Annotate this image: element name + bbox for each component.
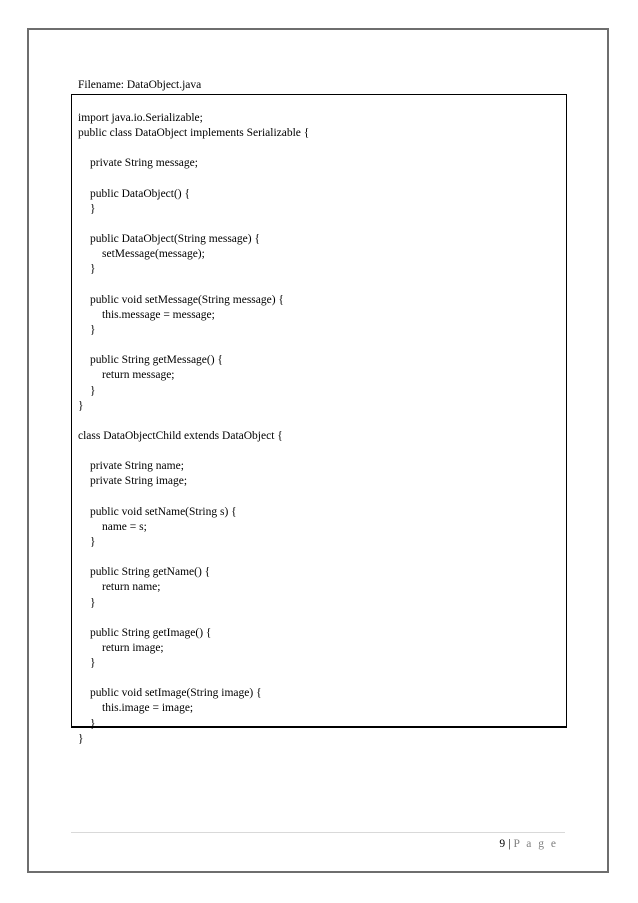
code-line xyxy=(78,444,309,459)
code-line: class DataObjectChild extends DataObject { xyxy=(78,429,283,442)
code-line: public void setName(String s) { xyxy=(90,505,237,518)
code-line: public String getMessage() { xyxy=(90,354,223,367)
code-line xyxy=(78,490,309,505)
code-line: private String message; xyxy=(90,157,198,170)
code-line xyxy=(78,141,309,156)
code-line: return image; xyxy=(102,641,164,654)
code-line: } xyxy=(78,399,84,412)
code-line xyxy=(78,217,309,232)
code-line: } xyxy=(90,717,96,730)
code-line: public DataObject() { xyxy=(90,187,191,200)
code-line xyxy=(78,278,309,293)
code-line xyxy=(78,611,309,626)
code-line xyxy=(78,338,309,353)
page-word: P a g e xyxy=(513,838,558,850)
code-line: } xyxy=(90,323,96,336)
code-line: public String getName() { xyxy=(90,566,211,579)
code-line: public String getImage() { xyxy=(90,626,212,639)
code-line: public void setMessage(String message) { xyxy=(90,293,284,306)
code-line: } xyxy=(90,657,96,670)
code-line: private String image; xyxy=(90,475,188,488)
code-listing xyxy=(78,111,309,747)
code-line: private String name; xyxy=(90,460,184,473)
code-line: } xyxy=(90,202,96,215)
code-line: public DataObject(String message) { xyxy=(90,233,260,246)
code-line: return name; xyxy=(102,581,161,594)
code-line xyxy=(78,671,309,686)
code-line: return message; xyxy=(102,369,175,382)
page-number: 9 xyxy=(499,838,506,850)
code-line xyxy=(78,414,309,429)
code-line: name = s; xyxy=(102,520,147,533)
code-line xyxy=(78,172,309,187)
page-footer xyxy=(499,836,558,852)
code-line: import java.io.Serializable; xyxy=(78,112,203,124)
footer-divider xyxy=(71,832,565,833)
code-line: } xyxy=(90,596,96,609)
code-line: this.message = message; xyxy=(102,308,215,321)
page-separator: | xyxy=(508,838,511,850)
code-line: public class DataObject implements Serializable { xyxy=(78,127,310,140)
filename-label: Filename: DataObject.java xyxy=(78,79,202,91)
code-line: } xyxy=(90,535,96,548)
code-line: } xyxy=(90,263,96,276)
code-line xyxy=(78,550,309,565)
code-line: setMessage(message); xyxy=(102,248,205,261)
code-line: this.image = image; xyxy=(102,702,194,715)
code-line: } xyxy=(78,732,84,745)
code-line: public void setImage(String image) { xyxy=(90,687,262,700)
code-line: } xyxy=(90,384,96,397)
